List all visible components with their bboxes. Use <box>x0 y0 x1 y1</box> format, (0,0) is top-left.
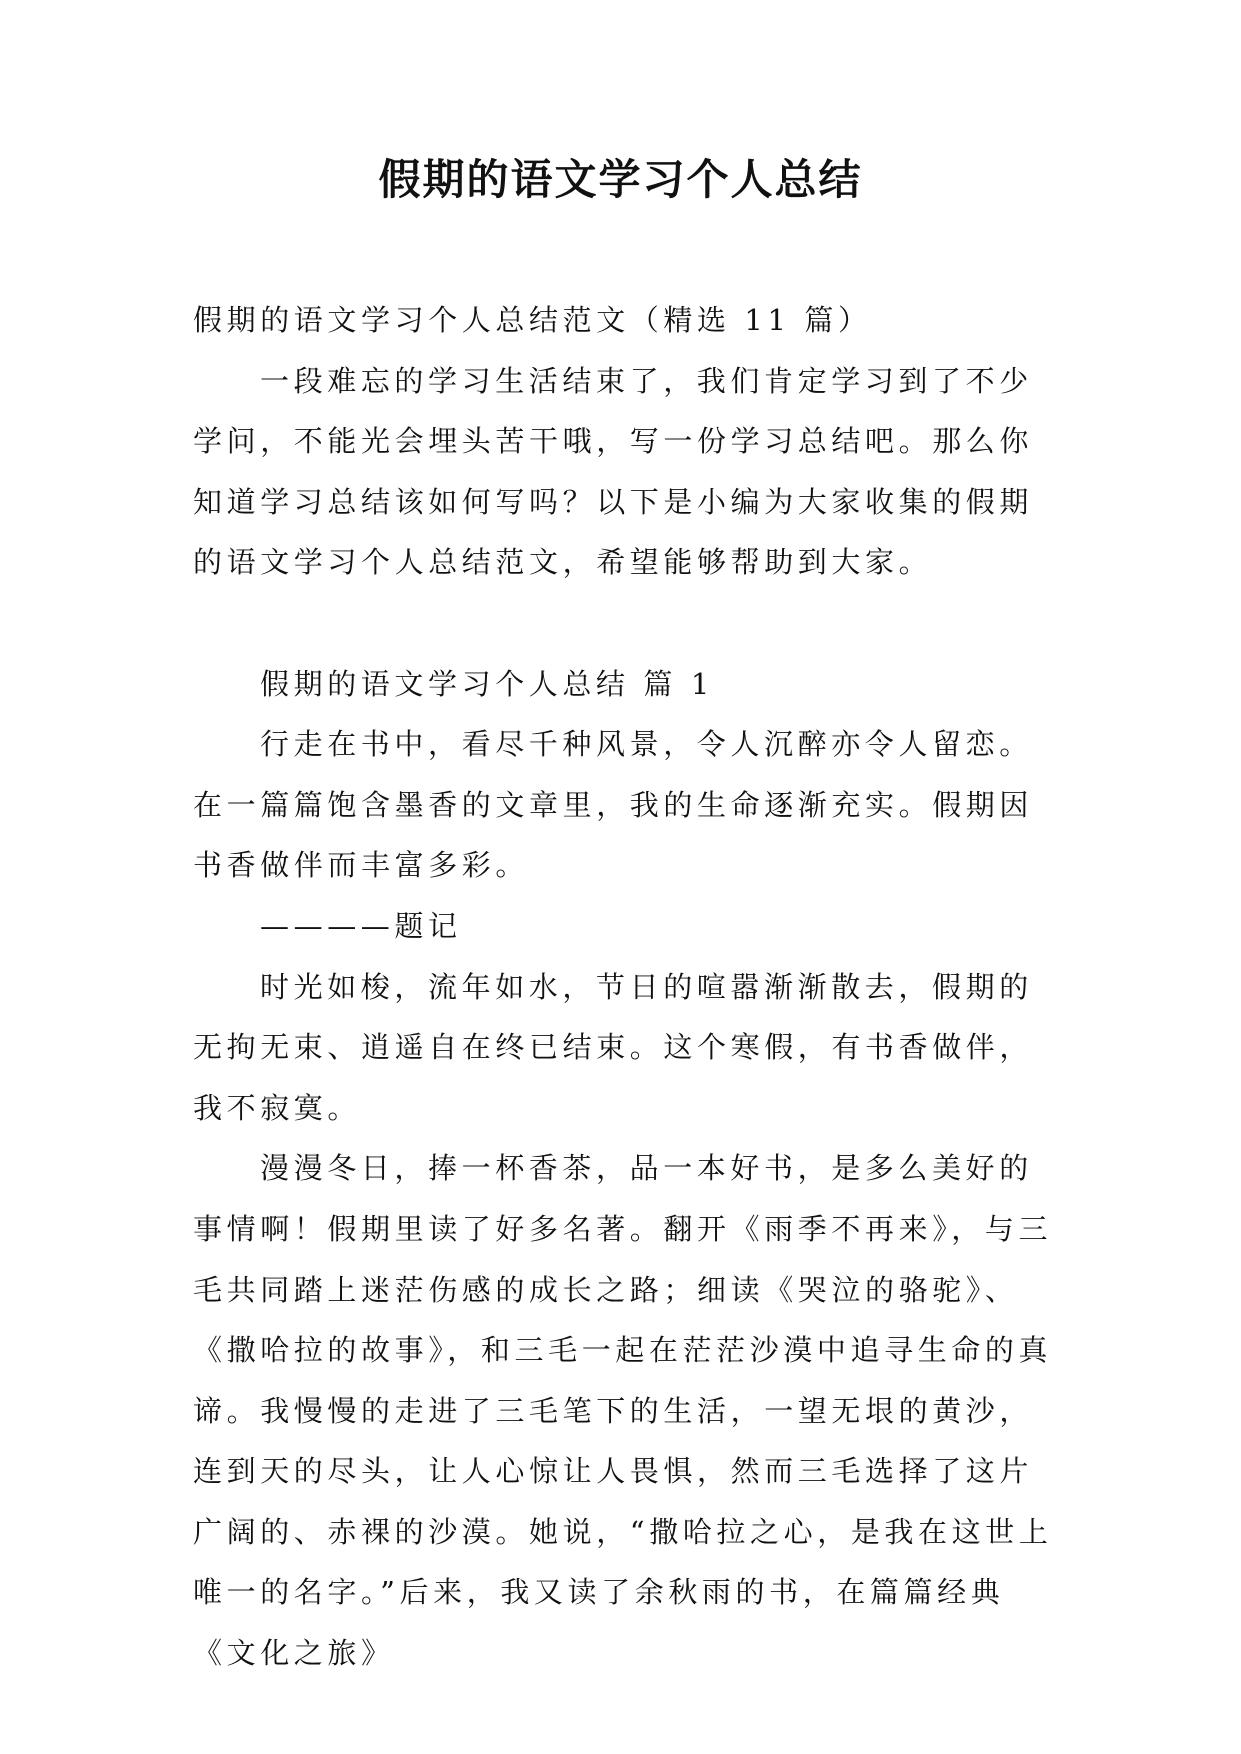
paragraph: 行走在书中，看尽千种风景，令人沉醉亦令人留恋。在一篇篇饱含墨香的文章里，我的生命逐渐充实。假期因书香做伴而丰富多彩。 <box>193 727 1034 883</box>
epigraph-attribution: ————题记 <box>260 908 462 943</box>
intro-paragraph: 一段难忘的学习生活结束了，我们肯定学习到了不少学问，不能光会埋头苦干哦，写一份学习总结吧。那么你知道学习总结该如何写吗？以下是小编为大家收集的假期的语文学习个人总结范文，希望能够帮助到大家。 <box>193 363 1034 580</box>
paragraph-spacer <box>193 593 1063 654</box>
section-heading: 假期的语文学习个人总结 篇 1 <box>260 666 714 701</box>
document-body <box>193 290 1063 1684</box>
document-subtitle: 假期的语文学习个人总结范文（精选 11 篇） <box>193 303 872 337</box>
paragraph: 时光如梭，流年如水，节日的喧嚣渐渐散去，假期的无拘无束、逍遥自在终已结束。这个寒假，有书香做伴，我不寂寞。 <box>193 969 1034 1125</box>
paragraph: 漫漫冬日，捧一杯香茶，品一本好书，是多么美好的事情啊！假期里读了好多名著。翻开《雨季不再来》，与三毛共同踏上迷茫伤感的成长之路；细读《哭泣的骆驼》、《撒哈拉的故事》，和三毛一起在茫茫沙漠中追寻生命的真谛。我慢慢的走进了三毛笔下的生活，一望无垠的黄沙，连到天的尽头，让人心惊让人畏惧，然而三毛选择了这片广阔的、赤裸的沙漠。她说，“撒哈拉之心，是我在这世上唯一的名字。”后来，我又读了余秋雨的书，在篇篇经典《文化之旅》 <box>193 1151 1053 1671</box>
document-title: 假期的语文学习个人总结 <box>378 155 863 204</box>
